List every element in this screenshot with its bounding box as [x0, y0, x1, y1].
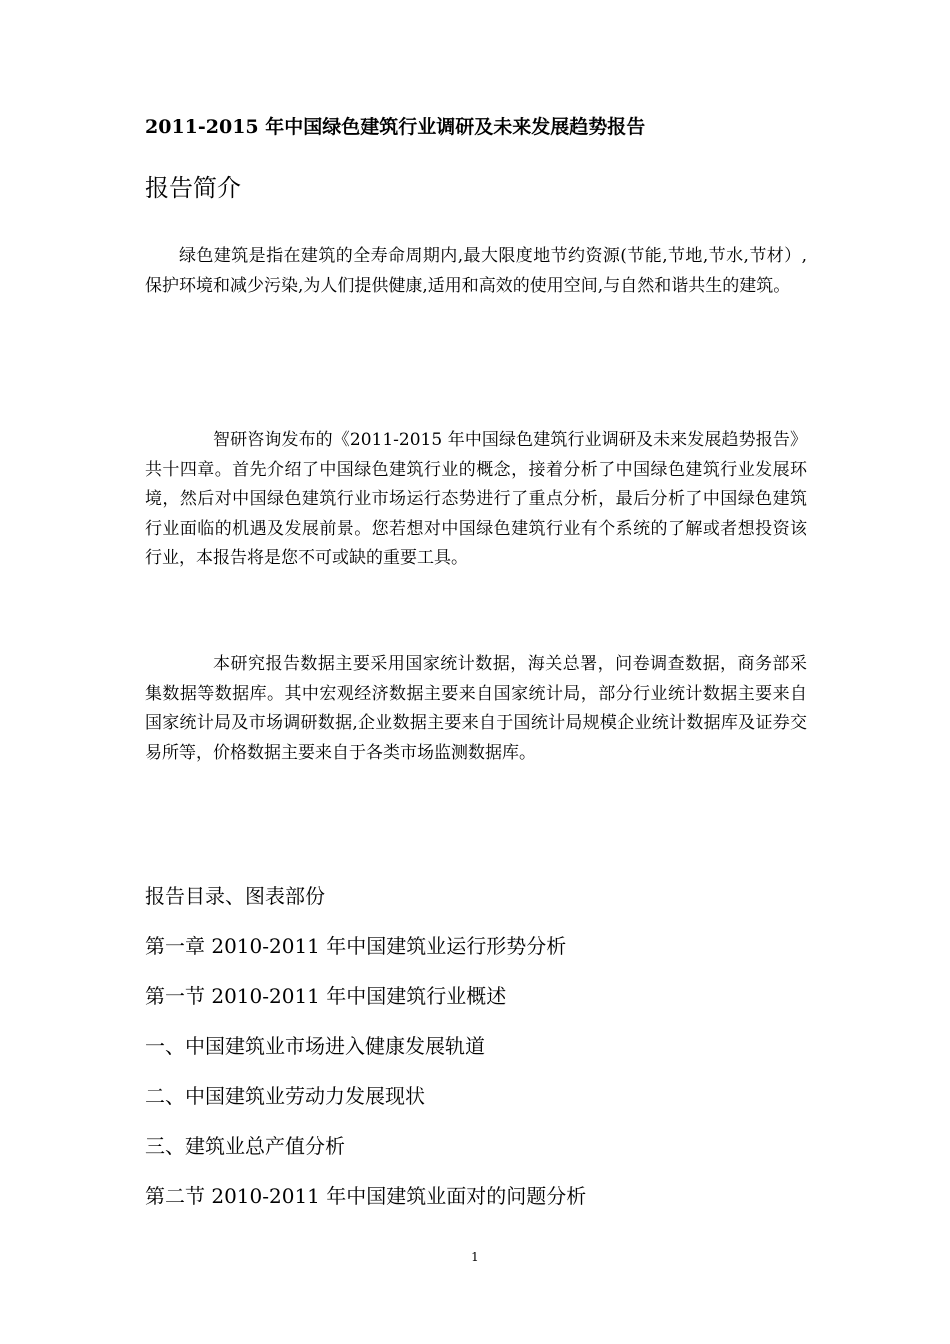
intro-paragraph-summary: 智研咨询发布的《2011-2015 年中国绿色建筑行业调研及未来发展趋势报告》共十四章。首先介绍了中国绿色建筑行业的概念，接着分析了中国绿色建筑行业发展环境，然后对中国绿色建筑行业市场运行态势进行了重点分析，最后分析了中国绿色建筑行业面临的机遇及发展前景。您若想对中国绿色建筑行业有个系统的了解或者想投资该行业，本报告将是您不可或缺的重要工具。: [145, 430, 807, 568]
toc-section-1-2: 第二节 2010-2011 年中国建筑业面对的问题分析: [145, 1184, 587, 1208]
toc-heading: 报告目录、图表部份: [145, 884, 325, 908]
page-number: 1: [471, 1250, 479, 1264]
toc-item-1: 一、中国建筑业市场进入健康发展轨道: [145, 1034, 485, 1058]
intro-paragraph-definition: 绿色建筑是指在建筑的全寿命周期内,最大限度地节约资源(节能,节地,节水,节材）,保护环境和减少污染,为人们提供健康,适用和高效的使用空间,与自然和谐共生的建筑。: [145, 246, 807, 296]
intro-heading: 报告简介: [145, 174, 241, 202]
toc-item-3: 三、建筑业总产值分析: [145, 1134, 345, 1158]
toc-section-1-1: 第一节 2010-2011 年中国建筑行业概述: [145, 984, 507, 1008]
toc-item-2: 二、中国建筑业劳动力发展现状: [145, 1084, 425, 1108]
toc-chapter-1: 第一章 2010-2011 年中国建筑业运行形势分析: [145, 934, 567, 958]
report-title: 2011-2015 年中国绿色建筑行业调研及未来发展趋势报告: [145, 116, 646, 138]
intro-paragraph-data-sources: 本研究报告数据主要采用国家统计数据，海关总署，问卷调查数据，商务部采集数据等数据库。其中宏观经济数据主要来自国家统计局，部分行业统计数据主要来自国家统计局及市场调研数据,企业数据主要来自于国统计局规模企业统计数据库及证券交易所等，价格数据主要来自于各类市场监测数据库。: [145, 654, 807, 763]
